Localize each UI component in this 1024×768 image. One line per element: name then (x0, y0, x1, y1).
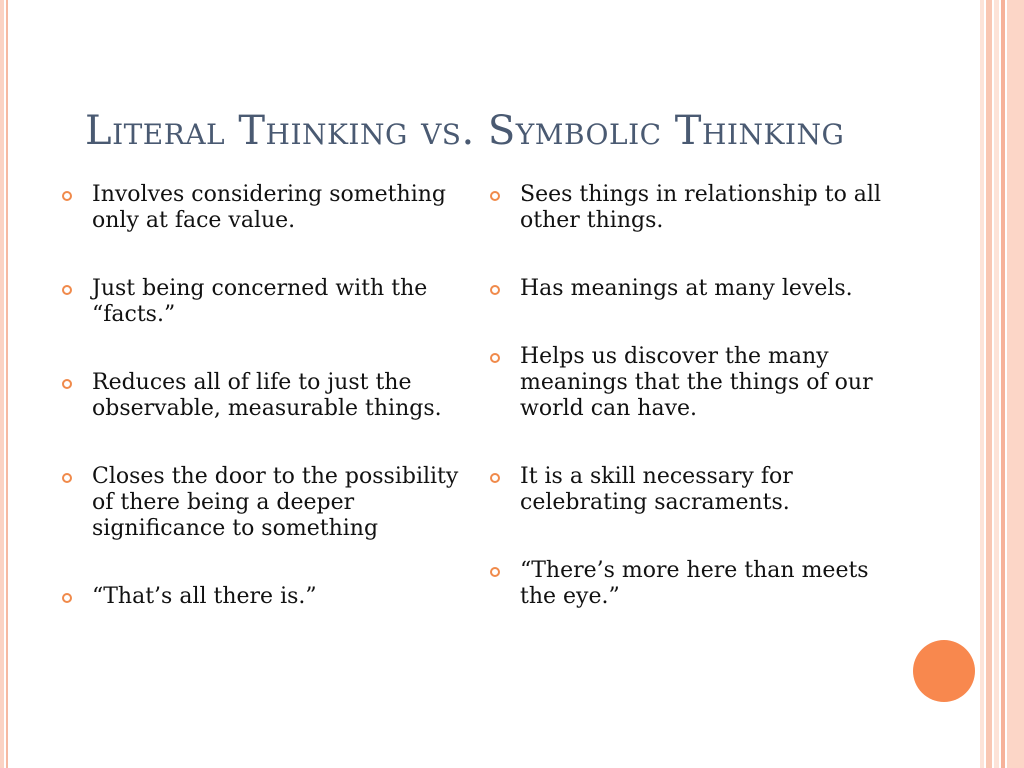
bullet-icon (490, 567, 500, 577)
list-item (62, 182, 462, 234)
list-item (490, 182, 890, 234)
list-item (490, 276, 890, 302)
list-item-text: Just being concerned with the “facts.” (92, 276, 428, 327)
list-item-text: Sees things in relationship to all other things. (520, 182, 881, 233)
list-item-text: Closes the door to the possibility of there being a deeper significance to something (92, 464, 459, 541)
bullet-icon (490, 191, 500, 201)
bullet-icon (62, 593, 72, 603)
decorative-orb (913, 640, 975, 702)
list-item-text: “There’s more here than meets the eye.” (520, 558, 869, 609)
list-item-text: Has meanings at many levels. (520, 276, 853, 301)
right-border-stripe (1001, 0, 1005, 768)
list-item (490, 344, 890, 422)
bullet-icon (62, 191, 72, 201)
bullet-icon (62, 473, 72, 483)
bullet-icon (490, 473, 500, 483)
list-item-text: “That’s all there is.” (92, 584, 317, 609)
list-item (62, 584, 462, 610)
right-border-stripe (1007, 0, 1024, 768)
list-item-text: Helps us discover the many meanings that the things of our world can have. (520, 344, 873, 421)
right-border-stripe (986, 0, 992, 768)
list-item (490, 464, 890, 516)
right-bullet-list (490, 182, 890, 652)
list-item (62, 464, 462, 542)
bullet-icon (490, 285, 500, 295)
left-border-stripe (0, 0, 4, 768)
left-bullet-list (62, 182, 462, 652)
list-item-text: It is a skill necessary for celebrating sacraments. (520, 464, 793, 515)
right-border-stripe (980, 0, 984, 768)
list-item (62, 370, 462, 422)
slide-title: Literal Thinking vs. Symbolic Thinking (85, 108, 845, 154)
list-item-text: Reduces all of life to just the observable, measurable things. (92, 370, 442, 421)
list-item (490, 558, 890, 610)
list-item-text: Involves considering something only at face value. (92, 182, 446, 233)
bullet-icon (490, 353, 500, 363)
list-item (62, 276, 462, 328)
left-border-stripe-inner (6, 0, 8, 768)
bullet-icon (62, 285, 72, 295)
bullet-icon (62, 379, 72, 389)
right-border-stripe (994, 0, 999, 768)
